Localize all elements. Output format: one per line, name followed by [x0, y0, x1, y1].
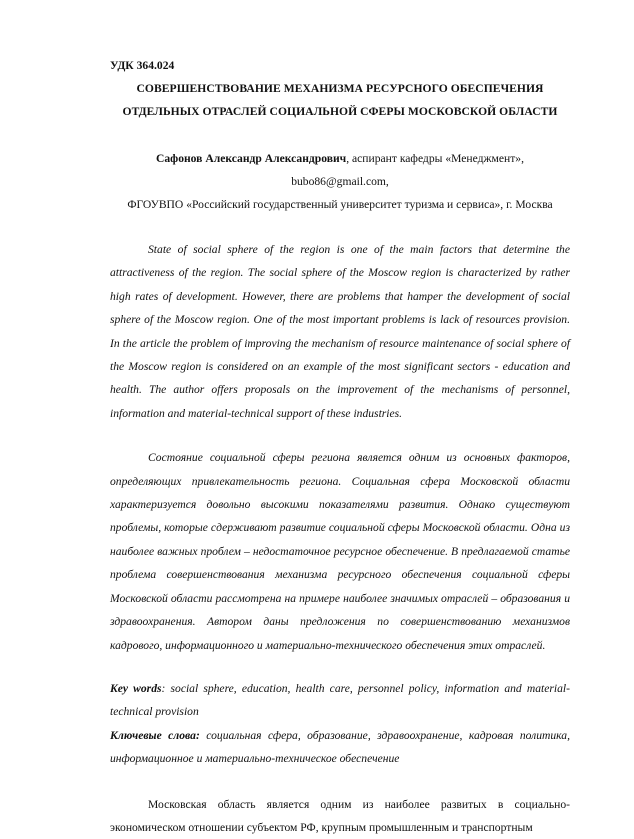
- abstract-russian: Состояние социальной сферы региона является одним из основных факторов, определяющих привлекательность региона. Социальная сфера Московской области характеризуется довольно высокими показателями развития. Однако существуют проблемы, которые сдерживают развитие социальной сферы Московской области. Одна из наиболее важных проблем – недостаточное ресурсное обеспечение. В предлагаемой статье проблема совершенствования механизма ресурсного обеспечения социальной сферы Московской области рассмотрена на примере наиболее значимых отраслей – образования и здравоохранения. Автором даны предложения по совершенствованию механизмов кадрового, информационного и материально-технического обеспечения этих отраслей.: [110, 451, 570, 652]
- author-affiliation: ФГОУВПО «Российский государственный университет туризма и сервиса», г. Москва: [127, 198, 553, 211]
- author-name: Сафонов Александр Александрович: [156, 152, 347, 165]
- keywords-russian: [110, 724, 570, 771]
- abstract-english: State of social sphere of the region is one of the main factors that determine the attractiveness of the region. The social sphere of the Moscow region is characterized by rather high rates of development. However, there are problems that hamper the development of social sphere of the Moscow region. One of the most important problems is lack of resources provision. In the article the problem of improving the mechanism of resource maintenance of social sphere of the Moscow region is considered on an example of the most significant sectors - education and health. The author offers proposals on the improvement of the mechanisms of personnel, information and material-technical support of these industries.: [110, 243, 570, 420]
- title-line-1: СОВЕРШЕНСТВОВАНИЕ МЕХАНИЗМА РЕСУРСНОГО ОБЕСПЕЧЕНИЯ: [136, 82, 544, 95]
- keywords-russian-label: Ключевые слова:: [110, 728, 200, 742]
- keywords-russian-text: социальная сфера, образование, здравоохранение, кадровая политика, информационное и материально-техническое обеспечение: [110, 728, 570, 766]
- body-paragraph: Московская область является одним из наиболее развитых в социально-экономическом отношении субъектом РФ, крупным промышленным и транспортным: [110, 797, 570, 834]
- udk-code: УДК 364.024: [110, 59, 175, 72]
- author-email: bubo86@gmail.com,: [291, 175, 389, 188]
- author-position: , аспирант кафедры «Менеджмент»,: [346, 152, 524, 165]
- keywords-english-label: Key words: [110, 681, 162, 695]
- article-title: [110, 77, 570, 123]
- keywords-english-text: : social sphere, education, health care, personnel policy, information and material-technical provision: [110, 681, 570, 719]
- author-line: [110, 147, 570, 170]
- title-line-2: ОТДЕЛЬНЫХ ОТРАСЛЕЙ СОЦИАЛЬНОЙ СФЕРЫ МОСКОВСКОЙ ОБЛАСТИ: [122, 105, 558, 118]
- keywords-english: [110, 677, 570, 724]
- author-block: [110, 147, 570, 216]
